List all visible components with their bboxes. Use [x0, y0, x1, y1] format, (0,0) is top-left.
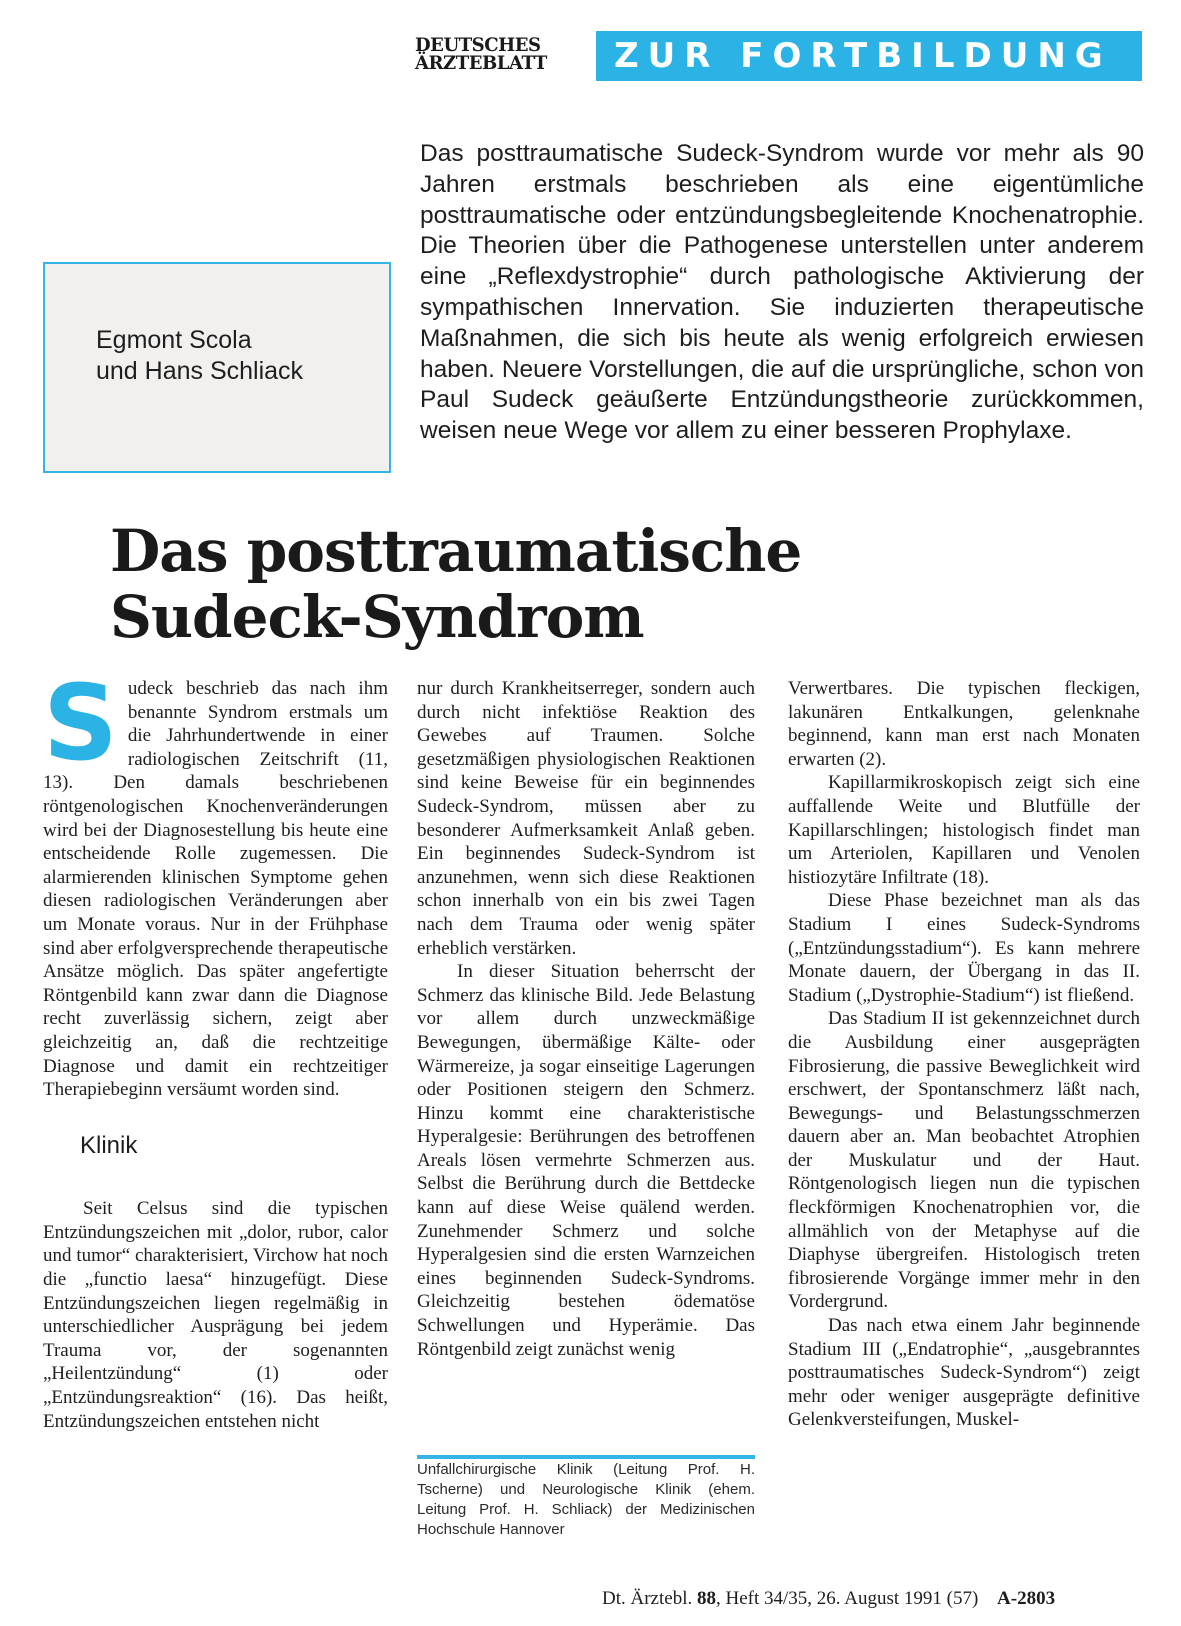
intro-paragraph [43, 662, 388, 1102]
affiliation-note: Unfallchirurgische Klinik (Leitung Prof. H. Tscherne) und Neurologische Klinik (ehem. Leitung Prof. H. Schliack) der Medizinischen Hochschule Hannover [417, 1461, 755, 1538]
paragraph: Verwertbares. Die typischen fleckigen, lakunären Entkalkungen, gelenknahe beginnend, kann man erst nach Monaten erwarten (2). [788, 678, 1140, 770]
paragraph: Seit Celsus sind die typischen Entzündungszeichen mit „dolor, rubor, calor und tumor“ charakterisiert, Virchow hat noch die „functio laesa“ hinzugefügt. Diese Entzündungszeichen liegen regelmäßig in unterschiedlicher Ausprägung bei jedem Trauma vor, der sogenannten „Heilentzündung“ (1) oder „Entzündungsreaktion“ (16). Das heißt, Entzündungszeichen entstehen nicht [43, 1198, 388, 1432]
paragraph: Kapillarmikroskopisch zeigt sich eine auffallende Weite und Blutfülle der Kapillarschlingen; histologisch findet man um Arteriolen, Kapillaren und Venolen histiozytäre Infiltrate (18). [788, 772, 1140, 888]
drop-cap: S [43, 662, 118, 784]
paragraph: In dieser Situation beherrscht der Schmerz das klinische Bild. Jede Belastung vor allem durch unzweckmäßige Bewegungen, übermäßige Kälte- oder Wärmereize, ja sogar einseitige Lagerungen oder Positionen steigern den Schmerz. Hinzu kommt eine charakteristische Hyperalgesie: Berührungen des betroffenen Areals lösen vermehrte Schmerzen aus. Selbst die Berührung durch die Bettdecke kann auf diese Weise quälend werden. Zunehmender Schmerz und solche Hyperalgesien sind die ersten Warnzeichen eines beginnenden Sudeck-Syndroms. Gleichzeitig bestehen ödematöse Schwellungen und Hyperämie. Das Röntgenbild zeigt zunächst wenig [417, 961, 755, 1360]
section-heading-klinik: Klinik [80, 1131, 138, 1159]
lead-abstract: Das posttraumatische Sudeck-Syndrom wurde vor mehr als 90 Jahren erstmals beschrieben als eine eigentümliche posttraumatische oder entzündungsbegleitende Knochenatrophie. Die Theorien über die Pathogenese unterstellen unter anderem eine „Reflexdystrophie“ durch pathologische Aktivierung der sympathischen Innervation. Sie induzierten therapeutische Maßnahmen, die sich bis heute als wenig erfolgreich erwiesen haben. Neuere Vorstellungen, die auf die ursprüngliche, schon von Paul Sudeck geäußerte Entzündungstheorie zurückkommen, weisen neue Wege vor allem zu einer besseren Prophylaxe. [420, 140, 1144, 445]
footer-issue: , Heft 34/35, 26. August 1991 (57) [715, 1588, 979, 1609]
intro-text: udeck beschrieb das nach ihm benannte Syndrom erstmals um die Jahrhundertwende in einer radiologischen Zeitschrift (11, 13). Den damals beschriebenen röntgenologischen Knochenveränderungen wird bei der Diagnosestellung bis heute eine entscheidende Rolle zugemessen. Die alarmierenden klinischen Symptome gehen diesen radiologischen Veränderungen aber um Monate voraus. Nur in der Frühphase sind aber erfolgversprechende therapeutische Ansätze möglich. Das später angefertigte Röntgenbild kann zwar dann die Diagnose recht zuverlässig sichern, zeigt aber gleichzeitig an, daß die rechtzeitige Diagnose und damit ein rechtzeitiger Therapiebeginn versäumt worden sind. [43, 678, 388, 1101]
author-line-2: und Hans Schliack [96, 357, 304, 385]
paragraph: Das nach etwa einem Jahr beginnende Stadium III („Endatrophie“, „ausgebranntes posttraumatisches Sudeck-Syndrom“) zeigt mehr oder weniger ausgeprägte definitive Gelenkversteifungen, Muskel- [788, 1315, 1140, 1431]
paragraph: nur durch Krankheitserreger, sondern auch durch nicht infektiöse Reaktion des Gewebes auf Traumen. Solche gesetzmäßigen physiologischen Reaktionen sind keine Beweise für ein beginnendes Sudeck-Syndrom, müssen aber zu besonderer Aufmerksamkeit Anlaß geben. Ein beginnendes Sudeck-Syndrom ist anzunehmen, wenn sich diese Reaktionen schon innerhalb von ein bis zwei Tagen nach dem Trauma oder wenig später erheblich verstärken. [417, 678, 755, 959]
paragraph: Diese Phase bezeichnet man als das Stadium I eines Sudeck-Syndroms („Entzündungsstadium“). Es kann mehrere Monate dauern, der Übergang in das II. Stadium („Dystrophie-Stadium“) ist fließend. [788, 890, 1140, 1006]
body-column-1 [43, 662, 388, 1433]
journal-masthead [415, 36, 586, 72]
footer-journal: Dt. Ärztebl. [602, 1588, 693, 1609]
title-line-2: Sudeck-Syndrom [110, 583, 644, 651]
article-title [110, 518, 1010, 650]
page-footer [602, 1588, 1142, 1610]
footer-volume: 88 [696, 1588, 716, 1609]
author-names [96, 325, 376, 387]
page-number: A-2803 [997, 1588, 1056, 1609]
paragraph: Das Stadium II ist gekennzeichnet durch die Ausbildung einer ausgeprägten Fibrosierung, die passive Beweglichkeit wird erschwert, der Spontanschmerz läßt nach, Bewegungs- und Belastungsschmerzen dauern aber an. Man beobachtet Atrophien der Muskulatur und der Haut. Röntgenologisch liegen nun die typischen fleckförmigen Knochenatrophien vor, die allmählich von der Metaphyse auf die Diaphyse übergreifen. Histologisch treten fibrosierende Vorgänge immer mehr in den Vordergrund. [788, 1008, 1140, 1313]
title-line-1: Das posttraumatische [110, 517, 802, 585]
author-line-1: Egmont Scola [96, 326, 252, 354]
section-rubric: ZUR FORTBILDUNG [596, 31, 1142, 81]
masthead-line-2: ÄRZTEBLATT [415, 52, 547, 74]
masthead-line-1: DEUTSCHES [415, 34, 541, 56]
body-column-2 [417, 677, 755, 1361]
body-column-3 [788, 677, 1140, 1432]
affiliation-rule [417, 1455, 755, 1459]
